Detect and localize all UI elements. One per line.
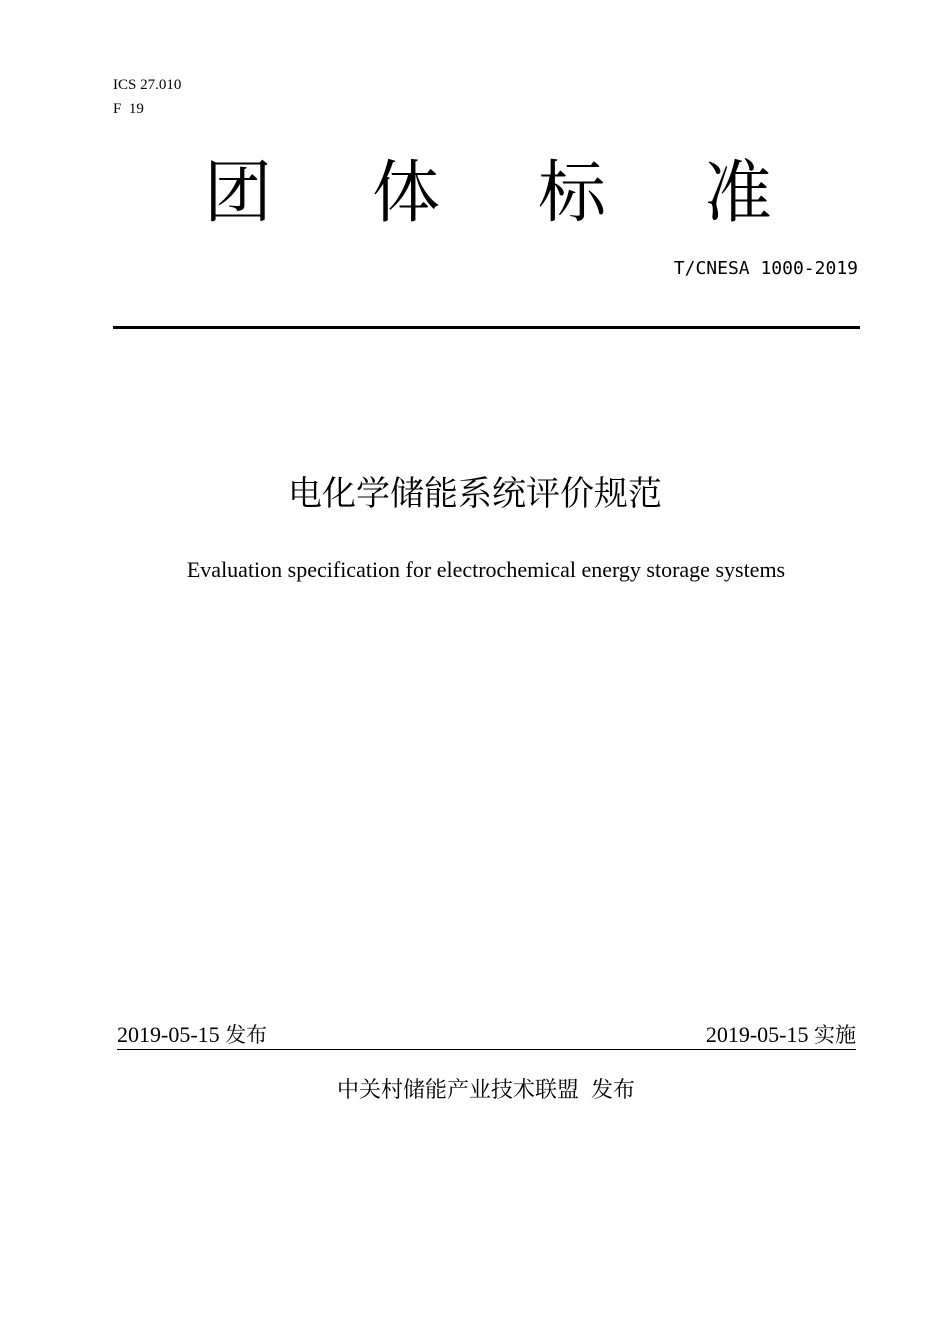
english-title: Evaluation specification for electrochemical energy storage systems <box>186 557 786 582</box>
ccs-code: F 19 <box>113 101 144 117</box>
standard-number: T/CNESA 1000-2019 <box>673 258 858 279</box>
publisher-action: 发布 <box>591 1078 636 1103</box>
header-divider <box>113 326 860 329</box>
publish-label: 发布 <box>225 1023 268 1047</box>
standard-type-char-3: 标 <box>538 154 607 233</box>
chinese-title: 电化学储能系统评价规范 <box>288 474 662 514</box>
implement-label: 实施 <box>814 1023 856 1047</box>
standard-type-heading <box>0 154 950 234</box>
publish-date: 2019-05-15 <box>117 1022 220 1047</box>
publish-date-block <box>117 1021 267 1049</box>
ics-code: ICS 27.010 <box>113 77 182 93</box>
implement-date: 2019-05-15 <box>705 1022 809 1047</box>
implement-date-block <box>706 1021 856 1049</box>
dates-row <box>117 1021 856 1050</box>
standard-type-char-2: 体 <box>372 154 441 233</box>
classification-codes <box>113 73 181 121</box>
publisher-name: 中关村储能产业技术联盟 <box>336 1078 579 1103</box>
publisher-line <box>0 1076 950 1106</box>
standard-type-char-4: 准 <box>704 154 773 233</box>
standard-type-char-1: 团 <box>204 154 273 233</box>
